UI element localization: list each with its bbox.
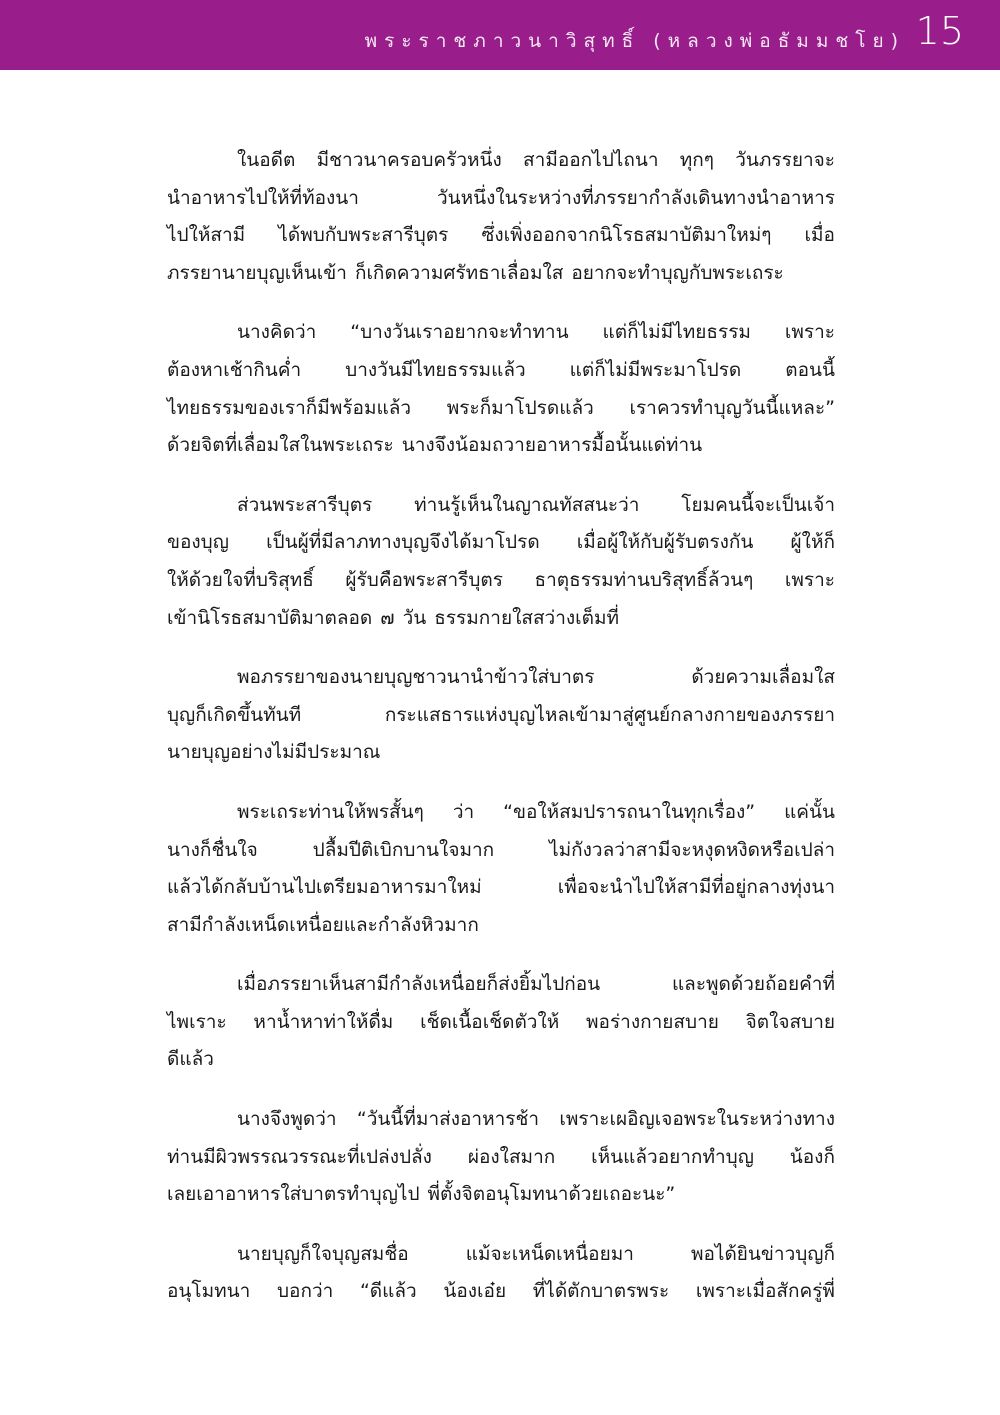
- text-line: [167, 314, 835, 352]
- word: วัน: [402, 606, 427, 629]
- word: สามีกำลังเหน็ดเหนื่อยและกำลังหิวมาก: [167, 913, 479, 936]
- word: วันหนึ่งในระหว่างที่ภรรยากำลังเดินทางนำอาหาร: [436, 186, 835, 209]
- text-line: [167, 966, 835, 1004]
- word: “ดีแล้ว: [359, 1280, 417, 1303]
- text-line: [167, 1273, 835, 1311]
- word: น้องก็: [789, 1145, 835, 1168]
- word: ก็เกิดความศรัทธาเลื่อมใส: [354, 261, 564, 284]
- word: บางวันมีไทยธรรมแล้ว: [345, 358, 526, 381]
- text-line: [167, 600, 835, 638]
- body-text: [167, 142, 835, 1333]
- word: เมื่อภรรยาเห็นสามีกำลังเหนื่อยก็ส่งยิ้มไปก่อน: [237, 973, 601, 996]
- word: บอกว่า: [276, 1280, 334, 1303]
- page-number: 15: [915, 9, 964, 53]
- word: “วันนี้ที่มาส่งอาหารช้า: [356, 1108, 540, 1131]
- word: อยากจะทำบุญกับพระเถระ: [571, 261, 784, 284]
- word: แต่ก็ไม่มีไทยธรรม: [602, 321, 751, 344]
- word: เห็นแล้วอยากทำบุญ: [591, 1145, 754, 1168]
- word: เมื่อผู้ให้กับผู้รับตรงกัน: [576, 531, 754, 554]
- text-line: [167, 794, 835, 832]
- word: พระเถระท่านให้พรสั้นๆ: [237, 800, 424, 823]
- text-line: [167, 180, 835, 218]
- word: นายบุญก็ใจบุญสมชื่อ: [237, 1242, 409, 1265]
- word: เลยเอาอาหารใส่บาตรทำบุญไป: [167, 1183, 420, 1206]
- paragraph: [167, 1101, 835, 1214]
- word: เพราะ: [784, 568, 835, 591]
- text-line: [167, 907, 835, 945]
- word: ภรรยานายบุญเห็นเข้า: [167, 261, 347, 284]
- header-bar: [0, 0, 1000, 70]
- word: พี่ตั้งจิตอนุโมทนาด้วยเถอะนะ”: [427, 1183, 676, 1206]
- word: พอได้ยินข่าวบุญก็: [690, 1242, 835, 1265]
- text-line: [167, 562, 835, 600]
- paragraph: [167, 314, 835, 464]
- word: ซึ่งเพิ่งออกจากนิโรธสมาบัติมาใหม่ๆ: [481, 224, 772, 247]
- word: นำอาหารไปให้ที่ท้องนา: [167, 186, 359, 209]
- text-line: [167, 869, 835, 907]
- word: ผ่องใสมาก: [467, 1145, 556, 1168]
- word: หาน้ำหาท่าให้ดื่ม: [253, 1010, 394, 1033]
- word: ไพเราะ: [167, 1010, 227, 1033]
- word: เข้านิโรธสมาบัติมาตลอด: [167, 606, 373, 629]
- paragraph: [167, 1236, 835, 1311]
- word: ตอนนี้: [785, 358, 835, 381]
- text-line: [167, 1004, 835, 1042]
- paragraph: [167, 142, 835, 292]
- text-line: [167, 390, 835, 428]
- word: ของบุญ: [167, 531, 229, 554]
- word: สามีออกไปไถนา: [523, 149, 659, 171]
- text-line: [167, 1176, 835, 1214]
- word: ที่ได้ตักบาตรพระ: [532, 1280, 670, 1303]
- text-line: [167, 142, 835, 180]
- text-line: [167, 1041, 835, 1079]
- word: ดีแล้ว: [167, 1048, 214, 1071]
- word: ผู้ให้ก็: [790, 531, 835, 554]
- text-line: [167, 659, 835, 697]
- word: มีชาวนาครอบครัวหนึ่ง: [316, 149, 502, 171]
- word: โยมคนนี้จะเป็นเจ้า: [681, 493, 835, 516]
- text-line: [167, 524, 835, 562]
- paragraph: [167, 487, 835, 637]
- word: อนุโมทนา: [167, 1280, 251, 1303]
- word: เพื่อจะนำไปให้สามีที่อยู่กลางทุ่งนา: [557, 876, 835, 899]
- text-line: [167, 352, 835, 390]
- word: นางคิดว่า: [237, 321, 317, 344]
- word: เพราะ: [784, 321, 835, 344]
- paragraph: [167, 794, 835, 944]
- word: ให้ด้วยใจที่บริสุทธิ์: [167, 568, 314, 591]
- text-line: [167, 832, 835, 870]
- word: ผู้รับคือพระสารีบุตร: [345, 568, 503, 591]
- word: แม้จะเหน็ดเหนื่อยมา: [465, 1242, 634, 1265]
- word: กระแสธารแห่งบุญไหลเข้ามาสู่ศูนย์กลางกายของภรรยา: [384, 703, 835, 726]
- text-line: [167, 487, 835, 525]
- word: และพูดด้วยถ้อยคำที่: [671, 973, 835, 996]
- word: ด้วยจิตที่เลื่อมใสในพระเถระ: [167, 434, 394, 457]
- word: ว่า: [452, 800, 475, 823]
- word: แต่ก็ไม่มีพระมาโปรด: [569, 358, 742, 381]
- text-line: [167, 255, 835, 293]
- word: ไทยธรรมของเราก็มีพร้อมแล้ว: [167, 396, 412, 419]
- word: ปลื้มปีติเบิกบานใจมาก: [312, 838, 495, 861]
- word: ๗: [380, 606, 395, 629]
- word: ต้องหาเช้ากินค่ำ: [167, 358, 302, 381]
- word: พระก็มาโปรดแล้ว: [446, 396, 594, 419]
- text-line: [167, 1139, 835, 1177]
- word: ธรรมกายใสสว่างเต็มที่: [434, 606, 620, 629]
- word: ท่านรู้เห็นในญาณทัสสนะว่า: [414, 493, 640, 516]
- word: ได้พบกับพระสารีบุตร: [278, 224, 449, 247]
- paragraph: [167, 659, 835, 772]
- word: ไปให้สามี: [167, 224, 246, 247]
- word: น้องเอ๋ย: [443, 1280, 507, 1303]
- word: แล้วได้กลับบ้านไปเตรียมอาหารมาใหม่: [167, 876, 482, 899]
- word: ธาตุธรรมท่านบริสุทธิ์ล้วนๆ: [534, 568, 754, 591]
- word: เพราะเมื่อสักครู่พี่: [695, 1280, 835, 1303]
- word: พอภรรยาของนายบุญชาวนานำข้าวใส่บาตร: [237, 666, 595, 689]
- word: ในอดีต: [237, 149, 296, 171]
- running-header-title: พระราชภาวนาวิสุทธิ์ (หลวงพ่อธัมมชโย): [364, 30, 905, 52]
- text-line: [167, 217, 835, 255]
- text-line: [167, 427, 835, 465]
- word: เป็นผู้ที่มีลาภทางบุญจึงได้มาโปรด: [266, 531, 540, 554]
- word: นางจึงน้อมถวายอาหารมื้อนั้นแด่ท่าน: [401, 434, 703, 457]
- word: บุญก็เกิดขึ้นทันที: [167, 703, 302, 726]
- word: ไม่กังวลว่าสามีจะหงุดหงิดหรือเปล่า: [549, 838, 835, 861]
- word: นางก็ชื่นใจ: [167, 838, 258, 861]
- word: พอร่างกายสบาย: [586, 1010, 719, 1033]
- word: เราควรทำบุญวันนี้แหละ”: [629, 396, 835, 419]
- word: ด้วยความเลื่อมใส: [691, 666, 835, 689]
- word: นางจึงพูดว่า: [237, 1108, 337, 1131]
- text-line: [167, 1236, 835, 1274]
- word: ท่านมีผิวพรรณวรรณะที่เปล่งปลั่ง: [167, 1145, 432, 1168]
- word: วันภรรยาจะ: [735, 149, 835, 171]
- text-line: [167, 1101, 835, 1139]
- word: เช็ดเนื้อเช็ดตัวให้: [420, 1010, 560, 1033]
- word: “บางวันเราอยากจะทำทาน: [350, 321, 569, 344]
- word: จิตใจสบาย: [745, 1010, 835, 1033]
- paragraph: [167, 966, 835, 1079]
- word: ทุกๆ: [679, 149, 714, 171]
- word: เพราะเผอิญเจอพระในระหว่างทาง: [559, 1108, 835, 1131]
- word: แค่นั้น: [784, 800, 835, 823]
- word: ส่วนพระสารีบุตร: [237, 493, 373, 516]
- text-line: [167, 734, 835, 772]
- text-line: [167, 697, 835, 735]
- word: นายบุญอย่างไม่มีประมาณ: [167, 741, 381, 764]
- word: เมื่อ: [804, 224, 835, 247]
- word: “ขอให้สมปรารถนาในทุกเรื่อง”: [503, 800, 756, 823]
